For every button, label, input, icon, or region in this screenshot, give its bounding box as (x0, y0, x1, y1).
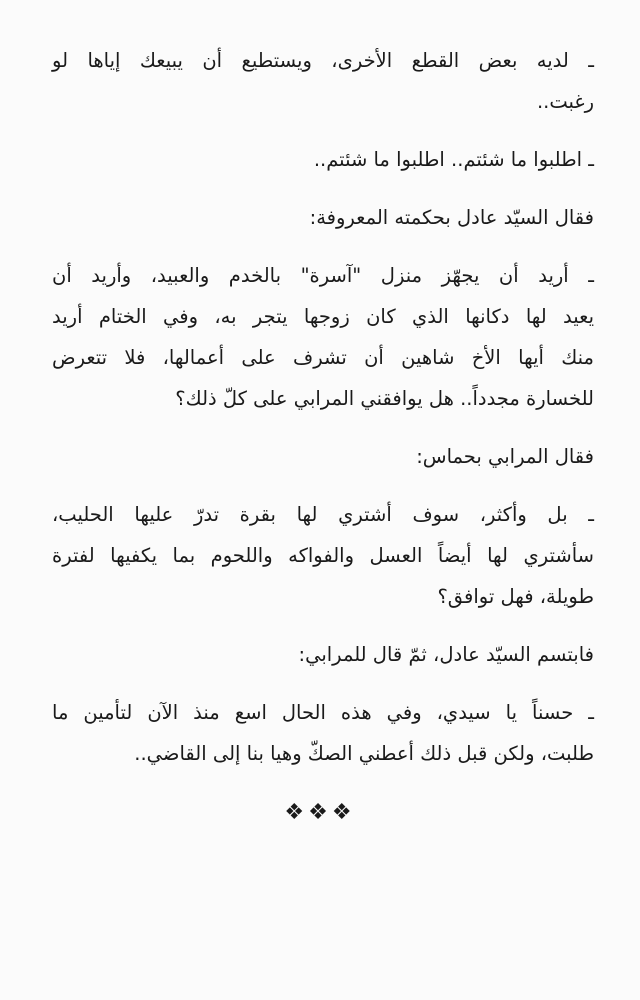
paragraph-6 (52, 494, 594, 617)
text-line: يعيد لها دكانها الذي كان زوجها يتجر به، وفي الختام أريد (52, 305, 594, 328)
paragraph-3 (52, 197, 594, 238)
text-line: فقال السيّد عادل بحكمته المعروفة: (309, 206, 594, 229)
paragraph-8 (52, 692, 594, 774)
paragraph-7 (52, 634, 594, 675)
text-line: للخسارة مجدداً.. هل يوافقني المرابي على كلّ ذلك؟ (175, 387, 594, 410)
text-line: طلبت، ولكن قبل ذلك أعطني الصكّ وهيا بنا إلى القاضي.. (134, 742, 594, 765)
text-line: منك أيها الأخ شاهين أن تشرف على أعمالها، فلا تتعرض (52, 346, 594, 369)
text-line: ـ حسناً يا سيدي، وفي هذه الحال اسع منذ الآن لتأمين ما (52, 701, 594, 724)
text-line: سأشتري لها أيضاً العسل والفواكه واللحوم بما يكفيها لفترة (52, 544, 594, 567)
body-text (52, 40, 594, 791)
paragraph-1 (52, 40, 594, 122)
text-line: رغبت.. (536, 90, 594, 113)
text-line: فابتسم السيّد عادل، ثمّ قال للمرابي: (298, 643, 594, 666)
text-line: فقال المرابي بحماس: (416, 445, 594, 468)
text-line: ـ أريد أن يجهّز منزل "آسرة" بالخدم والعبيد، وأريد أن (52, 264, 594, 287)
paragraph-4 (52, 255, 594, 419)
text-line: ـ اطلبوا ما شئتم.. اطلبوا ما شئتم.. (313, 148, 594, 171)
text-line: ـ بل وأكثر، سوف أشتري لها بقرة تدرّ عليها الحليب، (52, 503, 594, 526)
paragraph-2 (52, 139, 594, 180)
paragraph-5 (52, 436, 594, 477)
section-separator: ❖❖❖ (284, 800, 356, 825)
text-line: طويلة، فهل توافق؟ (437, 585, 594, 608)
text-line: ـ لديه بعض القطع الأخرى، ويستطيع أن يبيعك إياها لو (52, 49, 594, 72)
